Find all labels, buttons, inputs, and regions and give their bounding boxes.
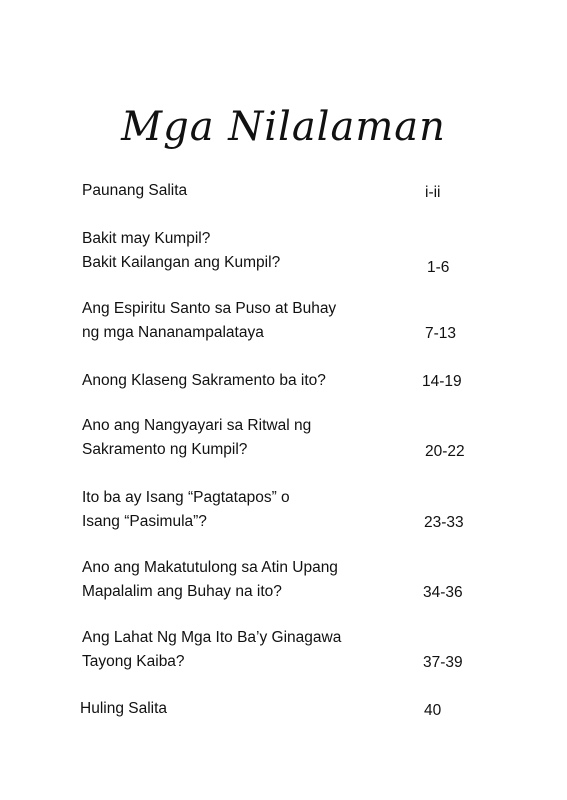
page-range: 23-33 [424,514,464,531]
page-title: Mga Nilalaman [121,104,446,150]
entry-line: Sakramento ng Kumpil? [82,441,248,458]
page-range: 1-6 [427,259,450,276]
page-range: 34-36 [423,584,463,601]
entry-line: Bakit Kailangan ang Kumpil? [82,254,281,271]
page-range: 20-22 [425,443,465,460]
page-range: 7-13 [425,325,457,342]
entry-title [82,297,336,345]
entry-line: Tayong Kaiba? [82,653,185,670]
entry-title [82,179,187,203]
entry-line: Ano ang Nangyayari sa Ritwal ng [82,417,312,434]
entry-line: Paunang Salita [82,182,188,199]
entry-title [80,697,167,721]
entry-line: Ano ang Makatutulong sa Atin Upang [82,559,338,576]
page-range: 40 [424,702,442,719]
entry-line: Anong Klaseng Sakramento ba ito? [82,372,326,389]
entry-line: Ito ba ay Isang “Pagtatapos” o [82,489,290,506]
entry-line: Ang Lahat Ng Mga Ito Ba’y Ginagawa [82,629,342,646]
entry-line: ng mga Nananampalataya [82,324,264,341]
page-range: 14-19 [422,373,462,390]
entry-title [82,486,290,534]
entry-title [82,556,338,604]
page-range: i-ii [425,184,441,201]
entry-title [82,626,341,674]
entry-title [82,227,280,275]
page-range: 37-39 [423,654,463,671]
entry-title [82,414,311,462]
entry-line: Mapalalim ang Buhay na ito? [82,583,282,600]
entry-line: Isang “Pasimula”? [82,513,207,530]
entry-title [82,369,326,393]
entry-line: Huling Salita [80,700,168,717]
entry-line: Ang Espiritu Santo sa Puso at Buhay [82,300,337,317]
entry-line: Bakit may Kumpil? [82,230,211,247]
